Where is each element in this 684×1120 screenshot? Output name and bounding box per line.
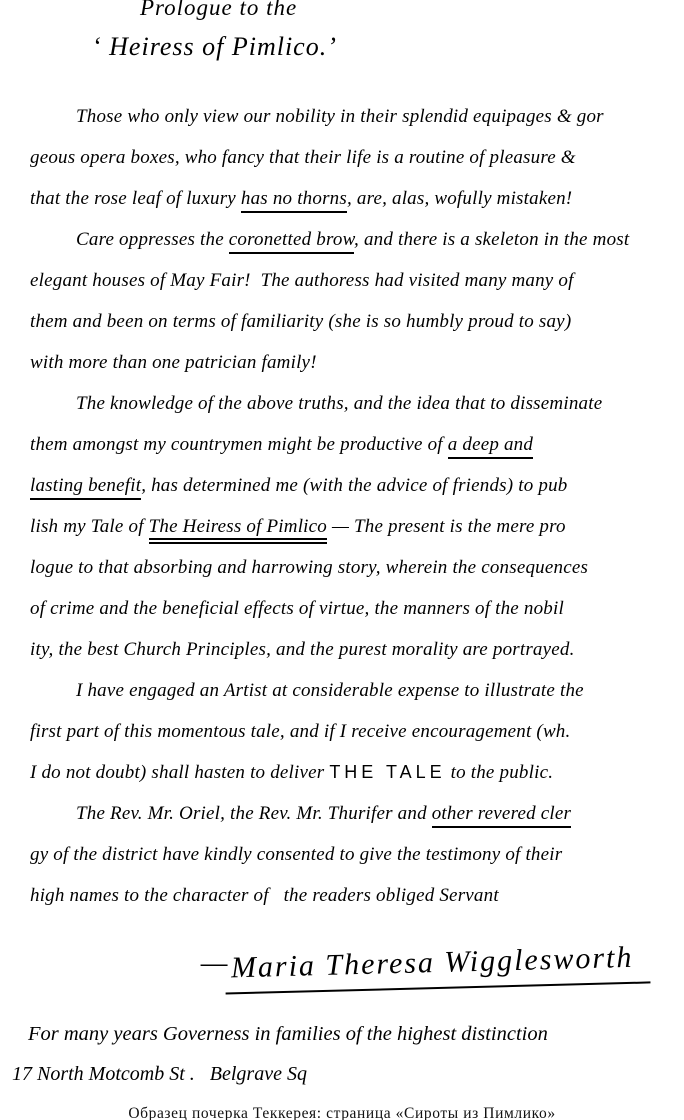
handwritten-text: , and there is a skeleton in the most xyxy=(354,229,630,250)
handwritten-text: first part of this momentous tale, and if I receive encouragement (wh. xyxy=(30,721,571,742)
handwritten-text: The Rev. Mr. Oriel, the Rev. Mr. Thurifer and xyxy=(76,803,432,824)
manuscript-line xyxy=(30,670,662,711)
paragraph xyxy=(30,670,662,793)
underlined-text: coronetted brow xyxy=(229,229,354,254)
printed-caption: Образец почерка Теккерея: страница «Сироты из Пимлико» xyxy=(128,1105,556,1120)
manuscript-line xyxy=(30,424,662,465)
handwritten-text: I have engaged an Artist at considerable expense to illustrate the xyxy=(76,680,584,701)
manuscript-line xyxy=(30,547,662,588)
underlined-text: a deep and xyxy=(448,434,533,459)
handwritten-text: lish my Tale of xyxy=(30,516,149,537)
manuscript-line xyxy=(30,875,662,916)
handwritten-text: gy of the district have kindly consented to give the testimony of their xyxy=(30,844,563,865)
manuscript-title xyxy=(0,0,684,63)
manuscript-line xyxy=(30,752,662,793)
handwritten-text: high names to the character of the readers obliged Servant xyxy=(30,885,499,906)
paragraph xyxy=(30,383,662,670)
title-line-prologue: Prologue to the xyxy=(140,0,298,20)
underlined-text: other revered cler xyxy=(432,803,571,828)
manuscript-line xyxy=(30,342,662,383)
handwritten-text: them amongst my countrymen might be productive of xyxy=(30,434,448,455)
manuscript-line xyxy=(30,793,662,834)
double-underlined-text: The Heiress of Pimlico xyxy=(149,516,327,544)
handwritten-text: I do not doubt) shall hasten to deliver xyxy=(30,762,330,783)
manuscript-line xyxy=(30,834,662,875)
manuscript-line xyxy=(30,137,662,178)
manuscript-line xyxy=(30,465,662,506)
handwritten-text: , has determined me (with the advice of friends) to pub xyxy=(141,475,568,496)
address-line: 17 North Motcomb St . Belgrave Sq xyxy=(12,1063,307,1085)
handwritten-text: The knowledge of the above truths, and the idea that to disseminate xyxy=(76,393,603,414)
manuscript-line xyxy=(30,711,662,752)
underlined-text: lasting benefit xyxy=(30,475,141,500)
handwritten-text: ity, the best Church Principles, and the purest morality are portrayed. xyxy=(30,639,575,660)
manuscript-line xyxy=(30,301,662,342)
signature xyxy=(0,928,650,1007)
manuscript-line xyxy=(30,96,662,137)
handwritten-text: them and been on terms of familiarity (she is so humbly proud to say) xyxy=(30,311,572,332)
paragraph xyxy=(30,96,662,219)
underlined-text: has no thorns xyxy=(241,188,347,213)
handwritten-text: Care oppresses the xyxy=(76,229,229,250)
manuscript-line xyxy=(30,219,662,260)
signature-flourish: — xyxy=(200,946,226,979)
title-line-heiress: ‘ Heiress of Pimlico.’ xyxy=(92,32,337,61)
manuscript-line xyxy=(30,260,662,301)
paragraph xyxy=(30,219,662,383)
handwritten-text: with more than one patrician family! xyxy=(30,352,317,373)
signature-byline: For many years Governess in families of the highest distinction xyxy=(28,1023,548,1045)
handwritten-text: that the rose leaf of luxury xyxy=(30,188,241,209)
manuscript-line xyxy=(30,588,662,629)
handwritten-text: , are, alas, wofully mistaken! xyxy=(346,188,573,209)
manuscript-line xyxy=(30,178,662,219)
manuscript-line xyxy=(30,383,662,424)
block-caps-text: THE TALE xyxy=(329,762,446,782)
paragraph xyxy=(30,793,662,916)
handwritten-text: geous opera boxes, who fancy that their life is a routine of pleasure & xyxy=(30,147,576,168)
manuscript-paragraphs xyxy=(30,96,662,916)
manuscript-line xyxy=(30,506,662,547)
handwritten-text: Those who only view our nobility in their splendid equipages & gor xyxy=(76,106,604,127)
manuscript-line xyxy=(30,629,662,670)
handwritten-text: to the public. xyxy=(445,762,554,783)
handwritten-text: — The present is the mere pro xyxy=(327,516,566,537)
handwritten-text: logue to that absorbing and harrowing story, wherein the consequences xyxy=(30,557,589,578)
handwritten-text: elegant houses of May Fair! The authoress had visited many many of xyxy=(30,270,574,291)
handwritten-text: of crime and the beneficial effects of virtue, the manners of the nobil xyxy=(30,598,564,619)
signature-name: Maria Theresa Wigglesworth xyxy=(225,940,651,994)
